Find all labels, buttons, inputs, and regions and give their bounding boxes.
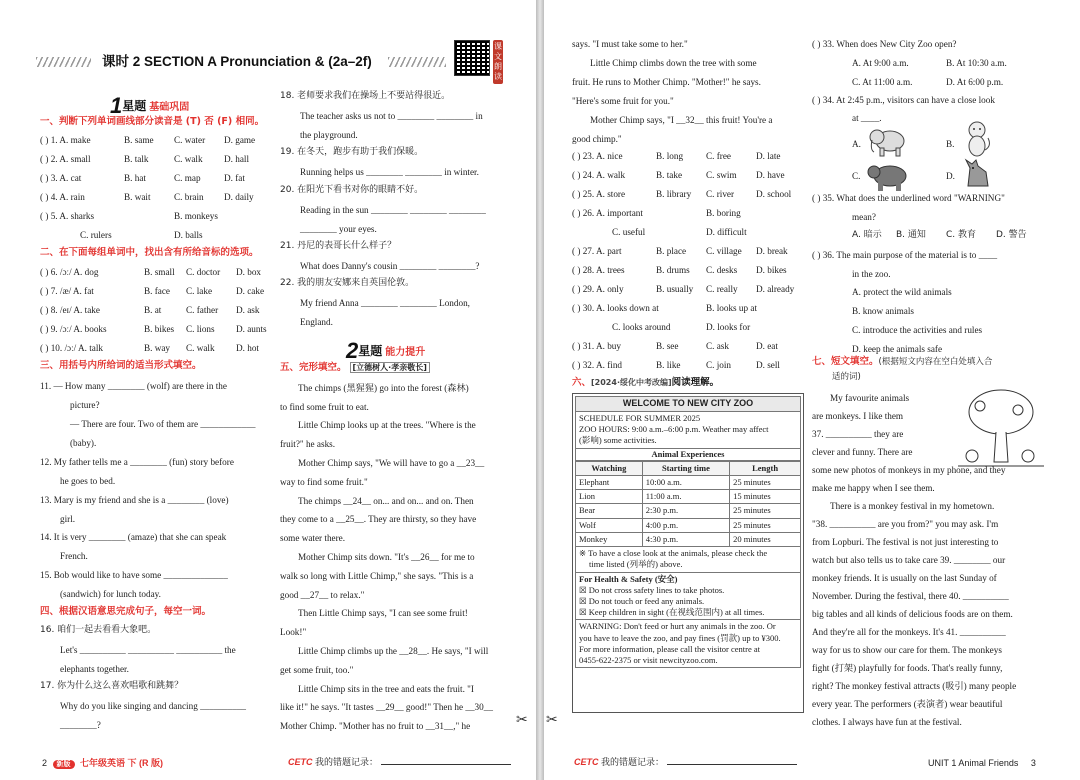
section-4-heading: 四、根据汉语意思完成句子，每空一词。 (40, 606, 212, 617)
page-number: 2 (42, 758, 48, 769)
zoo-safety: For Health & Safety (安全) ☒ Do not cross safety lines to take photos. ☒ Do not touch or feed any animals. ☒ Keep children in sight (在视线范围内) at all times. (575, 573, 801, 621)
question-35-option-d: D. 警告 (996, 230, 1027, 240)
question-36-option-b: B. know animals (852, 306, 915, 316)
question-13: 13. Mary is my friend and she is a ________ (love) (40, 495, 229, 505)
question-35-option-b: B. 通知 (896, 230, 926, 240)
text-line-17: right? The monkey festival attracts (吸引) many people (812, 681, 1017, 691)
animal-experiences-heading: Animal Experiences (575, 449, 801, 461)
question-16-sentence: Let's __________ __________ __________ the (60, 645, 236, 655)
text-line-9: from Lopburi. The festival is not just interesting to (812, 537, 999, 547)
zoo-schedule: SCHEDULE FOR SUMMER 2025 ZOO HOURS: 9:00 a.m.–6:00 p.m. Weather may affect (影响) some activities. (575, 412, 801, 449)
text-line-6: make me happy when I see them. (812, 483, 935, 493)
question-13-cont: girl. (60, 514, 76, 524)
right-page (544, 0, 1080, 780)
question-35-cont: mean? (852, 212, 876, 222)
text-line-13: big tables and all kinds of delicious foods are on them. (812, 609, 1013, 619)
question-17-sentence-cont: ________? (60, 720, 101, 730)
elephant-icon (868, 124, 908, 158)
question-19: 19. 在冬天，跑步有助于我们保暖。 (280, 147, 424, 157)
passage-line-11: walk so long with Little Chimp," she says. "This is a (280, 571, 474, 581)
left-page (0, 0, 536, 780)
right-error-record (574, 756, 797, 770)
section-5-heading: 五、完形填空。 [立德树人·孝亲敬长] (280, 362, 430, 375)
passage-line-20: says. "I must take some to her." (572, 39, 688, 49)
zoo-warning: WARNING: Don't feed or hurt any animals in the zoo. Or you have to leave the zoo, and pay fines (罚款) up to ¥300. For more information, please call the visitor centre at 0455-622-2375 or visit newcityzoo.com. (575, 620, 801, 668)
question-3: ( ) 3. A. cat B. hat C. map D. fat (40, 173, 245, 183)
table-header: Starting time (642, 461, 729, 475)
scissors-icon: ✂ (546, 713, 558, 728)
question-27: ( ) 27. A. part B. place C. village D. break (572, 246, 788, 256)
text-line-4: clever and funny. There are (812, 447, 913, 457)
lesson-title: 课时 2 SECTION A Pronunciation & (2a–2f) (102, 54, 372, 69)
bear-icon (866, 160, 910, 192)
question-6: ( ) 6. /ɔː/ A. dog B. small C. doctor D. box (40, 267, 262, 277)
star-heading-1: 1星题 基础巩固 (110, 93, 190, 118)
section-6-heading: 六、[2024·绥化中考改编]阅读理解。 (572, 377, 720, 388)
passage-line-7: The chimps __24__ on... and on... and on. Then (298, 496, 474, 506)
question-16: 16. 咱们一起去看看大象吧。 (40, 625, 157, 635)
question-26: ( ) 26. A. important B. boring (572, 208, 741, 218)
question-34-cont: at ____. (852, 113, 882, 123)
question-35-option-a: A. 暗示 (852, 230, 882, 240)
passage-line-21: Little Chimp climbs down the tree with some (590, 58, 757, 68)
passage-line-15: Little Chimp climbs up the __28__. He says, "I will (298, 646, 489, 656)
question-33-option-c: C. At 11:00 a.m. (852, 77, 913, 87)
question-31: ( ) 31. A. buy B. see C. ask D. eat (572, 341, 778, 351)
passage-line-24: Mother Chimp says, "I __32__ this fruit! You're a (590, 115, 773, 125)
question-33: ( ) 33. When does New City Zoo open? (812, 39, 957, 49)
question-21-sentence: What does Danny's cousin ________ ________? (300, 261, 480, 271)
text-line-2: are monkeys. I like them (812, 411, 904, 421)
section-7-heading-cont: 适的词) (832, 372, 861, 382)
question-5-options: C. rulers D. balls (80, 230, 203, 240)
error-record-label: 我的错题记录： (315, 758, 379, 769)
text-line-12: November. During the festival, there 40. __________ (812, 591, 1009, 601)
question-12-cont: he goes to bed. (60, 476, 116, 486)
question-12: 12. My father tells me a ________ (fun) story before (40, 457, 234, 467)
passage-line-14: Look!" (280, 627, 307, 637)
right-column-2 (812, 0, 1044, 780)
question-35: ( ) 35. What does the underlined word "WARNING" (812, 193, 1005, 203)
question-36-option-a: A. protect the wild animals (852, 287, 952, 297)
section-3-heading: 三、用括号内所给词的适当形式填空。 (40, 360, 202, 371)
question-34-option-d: D. (946, 171, 955, 181)
question-15-cont: (sandwich) for lunch today. (60, 589, 161, 599)
question-34-option-b: B. (946, 139, 955, 149)
table-header: Watching (576, 461, 643, 475)
question-29: ( ) 29. A. only B. usually C. really D. already (572, 284, 795, 294)
section-7-heading: 七、短文填空。(根据短文内容在空白处填入合 (812, 356, 993, 367)
question-36-cont: in the zoo. (852, 269, 891, 279)
error-record-label: 我的错题记录： (601, 758, 665, 769)
book-gutter (536, 0, 544, 780)
question-14-cont: French. (60, 551, 88, 561)
question-17-sentence: Why do you like singing and dancing __________ (60, 701, 247, 711)
right-footer (928, 758, 1036, 770)
question-4: ( ) 4. A. rain B. wait C. brain D. daily (40, 192, 254, 202)
question-22-sentence-cont: England. (300, 317, 333, 327)
question-11-answer: — There are four. Two of them are ____________ (70, 419, 256, 429)
scissors-icon: ✂ (516, 713, 528, 728)
question-26-options: C. useful D. difficult (612, 227, 747, 237)
text-line-5: some new photos of monkeys in my phone, and they (812, 465, 1006, 475)
table-header: Length (730, 461, 801, 475)
passage-line-22: fruit. He runs to Mother Chimp. "Mother!" he says. (572, 77, 761, 87)
question-20-sentence-cont: ________ your eyes. (300, 224, 377, 234)
passage-line-6: way to find some fruit." (280, 477, 368, 487)
question-18: 18. 老师要求我们在操场上不要站得很近。 (280, 91, 451, 101)
question-33-option-d: D. At 6:00 p.m. (946, 77, 1004, 87)
text-line-19: clothes. I always have fun at the festival. (812, 717, 962, 727)
question-30: ( ) 30. A. looks down at B. looks up at (572, 303, 758, 313)
zoo-note: ※ To have a close look at the animals, please check the time listed (列举的) above. (575, 547, 801, 572)
qr-tag: 课文朗读 (493, 40, 503, 84)
page-number: 3 (1030, 758, 1036, 769)
table-row: Elephant 10:00 a.m. 25 minutes (576, 475, 801, 489)
question-36-option-d: D. keep the animals safe (852, 344, 943, 354)
passage-line-5: Mother Chimp says, "We will have to go a __23__ (298, 458, 485, 468)
question-17: 17. 你为什么这么喜欢唱歌和跳舞？ (40, 681, 184, 691)
passage-line-25: good chimp." (572, 134, 622, 144)
star-heading-2: 2星题 能力提升 (346, 338, 426, 363)
question-21: 21. 丹尼的表哥长什么样子？ (280, 241, 397, 251)
passage-line-12: good __27__ to relax." (280, 590, 365, 600)
question-11: 11. — How many ________ (wolf) are there in the (40, 381, 227, 391)
question-35-option-c: C. 教育 (946, 230, 977, 240)
question-28: ( ) 28. A. trees B. drums C. desks D. bikes (572, 265, 787, 275)
left-footer (42, 758, 163, 770)
cetc-logo: CETC (288, 757, 313, 768)
passage-line-19: Mother Chimp. "Mother has no fruit to __31__," he (280, 721, 471, 731)
question-7: ( ) 7. /æ/ A. fat B. face C. lake D. cake (40, 286, 265, 296)
passage-line-10: Mother Chimp sits down. "It's __26__ for me to (298, 552, 475, 562)
question-36: ( ) 36. The main purpose of the material is to ____ (812, 250, 998, 260)
edition-badge: 新版 (53, 760, 75, 769)
section-2-heading: 二、在下面每组单词中，找出含有所给音标的选项。 (40, 247, 259, 258)
question-16-sentence-cont: elephants together. (60, 664, 129, 674)
passage-line-2: to find some fruit to eat. (280, 402, 369, 412)
left-column-1 (40, 0, 272, 780)
question-1: ( ) 1. A. make B. same C. water D. game (40, 135, 256, 145)
question-33-option-a: A. At 9:00 a.m. (852, 58, 909, 68)
text-line-7: There is a monkey festival in my hometown. (830, 501, 995, 511)
text-line-15: way for us to show our care for them. The monkeys (812, 645, 1002, 655)
text-line-14: And they're all for the monkeys. It's 41. __________ (812, 627, 1006, 637)
animal-schedule-table (575, 461, 801, 547)
unit-title: UNIT 1 Animal Friends (928, 758, 1019, 769)
question-22: 22. 我的朋友安娜来自英国伦敦。 (280, 278, 415, 288)
question-10: ( ) 10. /ɔː/ A. talk B. way C. walk D. hot (40, 343, 259, 353)
book-title: 七年级英语 下 (R 版) (80, 758, 164, 769)
question-33-option-b: B. At 10:30 a.m. (946, 58, 1007, 68)
question-18-sentence-cont: the playground. (300, 130, 358, 140)
text-line-10: watch but also tells us to take care 39. ________ our (812, 555, 1006, 565)
question-14: 14. It is very ________ (amaze) that she can speak (40, 532, 227, 542)
question-34: ( ) 34. At 2:45 p.m., visitors can have a close look (812, 95, 995, 105)
question-32: ( ) 32. A. find B. like C. join D. sell (572, 360, 780, 370)
passage-line-17: Little Chimp sits in the tree and eats the fruit. "I (298, 684, 474, 694)
question-8: ( ) 8. /eɪ/ A. take B. at C. father D. ask (40, 305, 260, 315)
question-25: ( ) 25. A. store B. library C. river D. school (572, 189, 792, 199)
table-row: Wolf 4:00 p.m. 25 minutes (576, 518, 801, 532)
question-5: ( ) 5. A. sharks B. monkeys (40, 211, 218, 221)
text-line-3: 37. __________ they are (812, 429, 904, 439)
passage-line-1: The chimps (黑猩猩) go into the forest (森林) (298, 383, 469, 393)
text-line-8: "38. __________ are you from?" you may ask. I'm (812, 519, 999, 529)
section-1-heading: 一、判断下列单词画线部分读音是 (T) 否 (F) 相同。 (40, 116, 265, 127)
zoo-notice (572, 393, 804, 713)
monkey-icon (960, 120, 994, 158)
passage-line-23: "Here's some fruit for you." (572, 96, 674, 106)
question-34-option-c: C. (852, 171, 861, 181)
question-19-sentence: Running helps us ________ ________ in winter. (300, 167, 479, 177)
passage-line-9: some water there. (280, 533, 346, 543)
question-20: 20. 在阳光下看书对你的眼睛不好。 (280, 185, 424, 195)
table-row: Bear 2:30 p.m. 25 minutes (576, 504, 801, 518)
text-line-1: My favourite animals (830, 393, 910, 403)
question-34-option-a: A. (852, 139, 861, 149)
left-column-2 (280, 0, 512, 780)
passage-line-3: Little Chimp looks up at the trees. "Where is the (298, 420, 476, 430)
right-column-1 (572, 0, 804, 780)
table-row: Lion 11:00 a.m. 15 minutes (576, 490, 801, 504)
question-15: 15. Bob would like to have some ______________ (40, 570, 228, 580)
text-line-16: fight (打架) playfully for foods. That's really funny, (812, 663, 1003, 673)
passage-line-13: Then Little Chimp says, "I can see some fruit! (298, 608, 468, 618)
passage-line-18: like it!" he says. "It tastes __29__ good!" Then he __30__ (280, 702, 493, 712)
cetc-logo: CETC (574, 757, 599, 768)
table-row: Monkey 4:30 p.m. 20 minutes (576, 532, 801, 546)
question-36-option-c: C. introduce the activities and rules (852, 325, 983, 335)
question-24: ( ) 24. A. walk B. take C. swim D. have (572, 170, 785, 180)
question-9: ( ) 9. /ɔː/ A. books B. bikes C. lions D. aunts (40, 324, 267, 334)
zoo-title: WELCOME TO NEW CITY ZOO (575, 396, 801, 412)
question-11-cont: picture? (70, 400, 100, 410)
question-18-sentence: The teacher asks us not to ________ ________ in (300, 111, 483, 121)
question-2: ( ) 2. A. small B. talk C. walk D. hall (40, 154, 250, 164)
monkey-tree-illustration (958, 386, 1044, 470)
text-line-18: every year. The performers (表演者) wear beautiful (812, 699, 1003, 709)
question-11-answer-cont: (baby). (70, 438, 97, 448)
passage-line-16: get some fruit, too." (280, 665, 354, 675)
question-22-sentence: My friend Anna ________ ________ London, (300, 298, 470, 308)
passage-line-8: they come to a __25__. They are thirsty, so they have (280, 514, 477, 524)
question-23: ( ) 23. A. nice B. long C. free D. late (572, 151, 781, 161)
left-error-record (288, 756, 511, 770)
question-20-sentence: Reading in the sun ________ ________ ________ (300, 205, 486, 215)
passage-line-4: fruit?" he asks. (280, 439, 336, 449)
text-line-11: monkey friends. It is usually on the last Sunday of (812, 573, 997, 583)
question-30-options: C. looks around D. looks for (612, 322, 751, 332)
wolf-icon (960, 154, 994, 192)
